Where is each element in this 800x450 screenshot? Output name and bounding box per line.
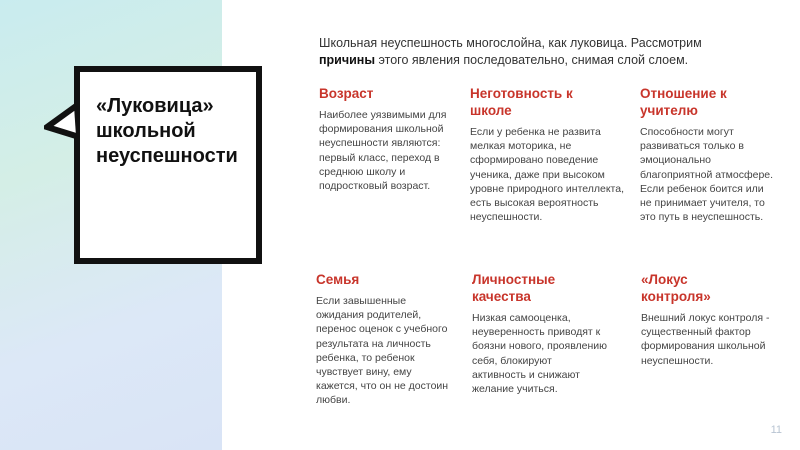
cause-teacher-attitude xyxy=(640,85,776,224)
cause-age xyxy=(319,85,455,193)
callout-title-line: неуспешности xyxy=(96,145,238,167)
cause-title: Семья xyxy=(316,272,360,287)
cause-personal-qualities xyxy=(472,271,608,396)
cause-title: Неготовность к школе xyxy=(470,86,573,118)
cause-text: Способности могут развиваться только в эмоционально благоприятной атмосфере. Если ребенок боится или не принимает учителя, то это путь в неуспешность. xyxy=(640,126,774,224)
cause-unreadiness xyxy=(470,85,628,224)
cause-text: Если у ребенка не развита мелкая моторика, не сформировано поведение ученика, даже при высоком уровне природного интеллекта, есть высокая вероятность неуспешности. xyxy=(470,126,625,224)
cause-text: Низкая самооценка, неуверенность приводят к боязни нового, проявлению себя, блокируют активность и снижают желание учиться. xyxy=(472,312,608,396)
intro-bold-word: причины xyxy=(319,53,376,67)
intro-part2: этого явления последовательно, снимая слой слоем. xyxy=(378,53,689,67)
page-number: 11 xyxy=(770,424,782,436)
callout-title-line: школьной xyxy=(96,120,196,142)
cause-title: Отношение к учителю xyxy=(640,86,727,118)
cause-title: Личностные качества xyxy=(472,272,556,304)
callout-tail xyxy=(44,100,84,140)
cause-text: Наиболее уязвимыми для формирования школьной неуспешности являются: первый класс, переход в среднюю школу и подростковый возраст. xyxy=(319,109,447,193)
intro-text xyxy=(319,35,779,69)
cause-locus-of-control xyxy=(641,271,773,368)
cause-title: Возраст xyxy=(319,86,374,101)
cause-title: «Локус контроля» xyxy=(641,272,711,304)
cause-family xyxy=(316,271,452,408)
callout-title xyxy=(96,94,256,169)
callout-title-line: «Луковица» xyxy=(96,95,214,117)
cause-text: Внешний локус контроля - существенный фактор формирования школьной неуспешности. xyxy=(641,312,770,367)
cause-text: Если завышенные ожидания родителей, перенос оценок с учебного результата на личность ребенка, то ребенок чувствует вину, ему кажется, что он не достоин любви. xyxy=(316,295,449,407)
intro-part1: Школьная неуспешность многослойна, как луковица. Рассмотрим xyxy=(319,36,702,50)
